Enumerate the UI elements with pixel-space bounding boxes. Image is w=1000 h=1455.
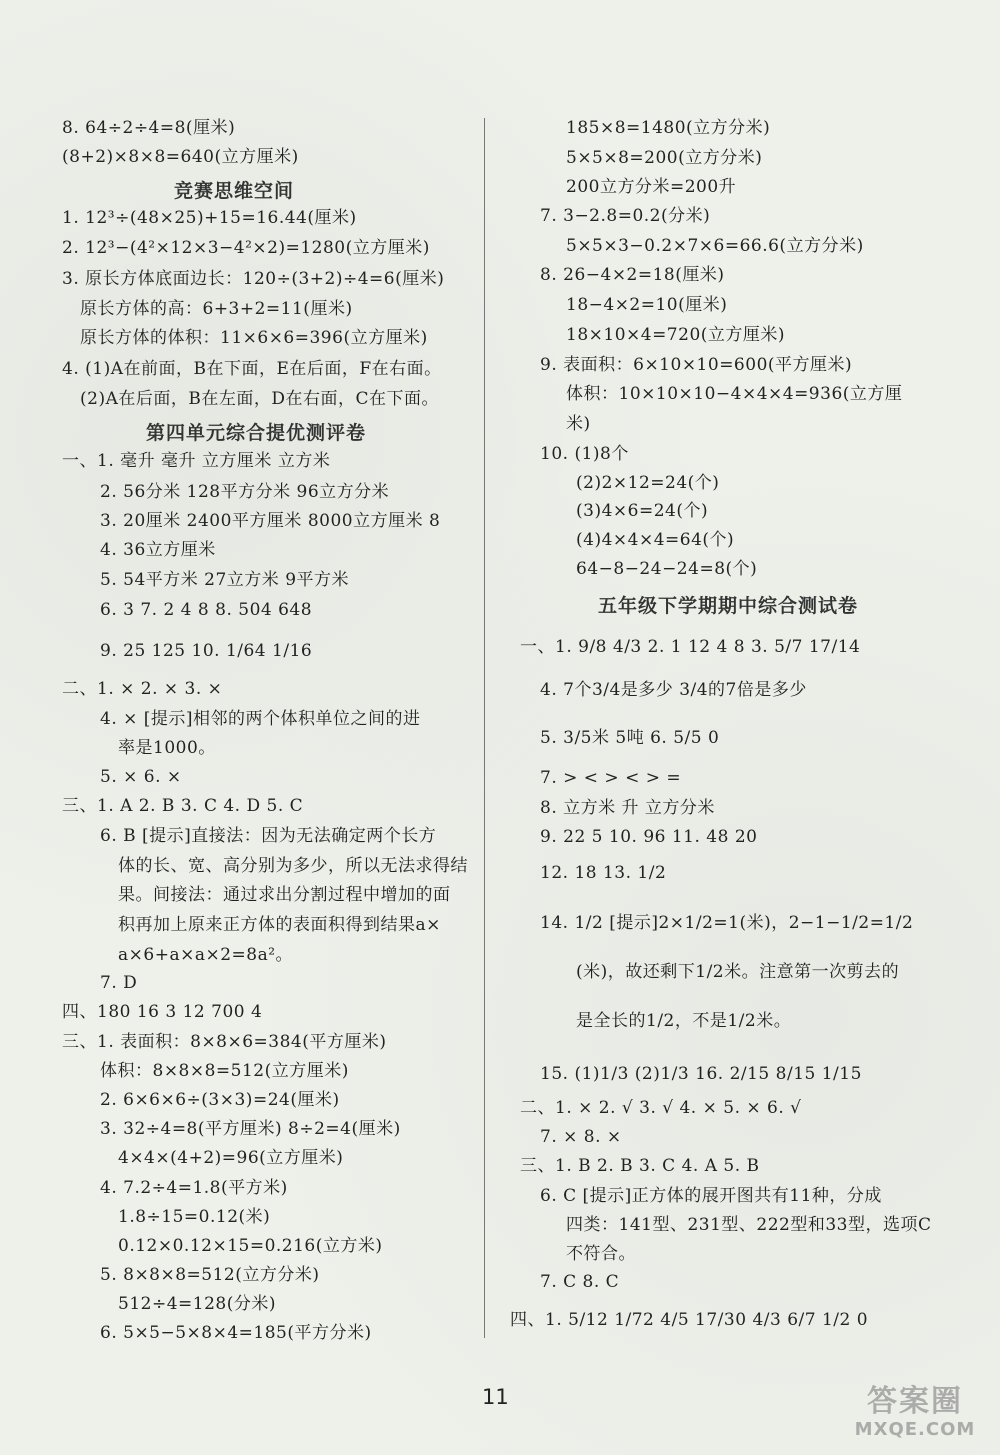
watermark-logo [840, 1385, 990, 1447]
answer-line: 体积：10×10×10−4×4×4=936(立方厘 [566, 384, 903, 404]
answer-line: 5. 54平方米 27立方米 9平方米 [100, 570, 350, 590]
answer-line: 9. 表面积：6×10×10=600(平方厘米) [540, 355, 853, 375]
answer-line: 是全长的1/2，不是1/2米。 [576, 1011, 792, 1031]
answer-line: 2. 56分米 128平方分米 96立方分米 [100, 482, 390, 502]
answer-line: 14. 1/2 [提示]2×1/2=1(米)，2−1−1/2=1/2 [540, 913, 914, 933]
answer-line: 8. 64÷2÷4=8(厘米) [62, 118, 236, 138]
answer-line: 米) [566, 414, 591, 434]
answer-line: 4×4×(4+2)=96(立方厘米) [118, 1148, 344, 1168]
answer-line: 1.8÷15=0.12(米) [118, 1207, 271, 1227]
section-heading: 竞赛思维空间 [174, 180, 295, 202]
answer-line: 10. (1)8个 [540, 444, 629, 464]
answer-line: 7. × 8. × [540, 1127, 622, 1147]
answer-line: 原长方体的高：6+3+2=11(厘米) [80, 299, 353, 319]
answer-line: 512÷4=128(分米) [118, 1294, 276, 1314]
answer-line: 三、1. A 2. B 3. C 4. D 5. C [62, 796, 304, 816]
answer-line: 185×8=1480(立方分米) [566, 118, 771, 138]
answer-line: 不符合。 [566, 1244, 636, 1264]
page-number: 11 [482, 1385, 509, 1409]
answer-line: 4. 36立方厘米 [100, 540, 216, 560]
answer-line: 4. (1)A在前面，B在下面，E在后面，F在右面。 [62, 359, 442, 379]
answer-line: (3)4×6=24(个) [576, 501, 709, 521]
watermark-url: MXQE.COM [854, 1419, 976, 1440]
answer-line: (4)4×4×4=64(个) [576, 530, 735, 550]
answer-line: 四、180 16 3 12 700 4 [62, 1002, 263, 1022]
answer-line: 64−8−24−24=8(个) [576, 559, 758, 579]
answer-line: 6. 3 7. 2 4 8 8. 504 648 [100, 600, 313, 620]
answer-line: 5×5×3−0.2×7×6=66.6(立方分米) [566, 236, 864, 256]
answer-line: 4. 7.2÷4=1.8(平方米) [100, 1178, 288, 1198]
answer-line: a×6+a×a×2=8a²。 [118, 945, 294, 965]
answer-line: 三、1. 表面积：8×8×6=384(平方厘米) [62, 1032, 387, 1052]
answer-line: 8. 26−4×2=18(厘米) [540, 265, 725, 285]
answer-line: 4. 7个3/4是多少 3/4的7倍是多少 [540, 680, 807, 700]
answer-line: 原长方体的体积：11×6×6=396(立方厘米) [80, 328, 428, 348]
answer-line: 5. 8×8×8=512(立方分米) [100, 1265, 320, 1285]
answer-line: 1. 12³÷(48×25)+15=16.44(厘米) [62, 208, 357, 228]
answer-line: (米)，故还剩下1/2米。注意第一次剪去的 [576, 962, 900, 982]
answer-line: (8+2)×8×8=640(立方厘米) [62, 147, 299, 167]
answer-line: 9. 22 5 10. 96 11. 48 20 [540, 827, 758, 847]
answer-line: 二、1. × 2. √ 3. √ 4. × 5. × 6. √ [520, 1098, 802, 1118]
answer-line: 5. × 6. × [100, 767, 182, 787]
answer-line: 6. 5×5−5×8×4=185(平方分米) [100, 1323, 372, 1343]
answer-line: 200立方分米=200升 [566, 177, 737, 197]
answer-line: 6. B [提示]直接法：因为无法确定两个长方 [100, 826, 437, 846]
answer-line: 7. > < > < > = [540, 768, 682, 788]
answer-line: 18−4×2=10(厘米) [566, 295, 728, 315]
answer-line: 8. 立方米 升 立方分米 [540, 798, 715, 818]
answer-line: (2)A在后面，B在左面，D在右面，C在下面。 [80, 389, 439, 409]
answer-line: 一、1. 9/8 4/3 2. 1 12 4 8 3. 5/7 17/14 [520, 637, 861, 657]
answer-line: 2. 6×6×6÷(3×3)=24(厘米) [100, 1090, 340, 1110]
answer-line: 果。间接法：通过求出分割过程中增加的面 [118, 885, 451, 905]
answer-line: 体积：8×8×8=512(立方厘米) [100, 1061, 349, 1081]
answer-line: 9. 25 125 10. 1/64 1/16 [100, 641, 313, 661]
answer-line: 3. 原长方体底面边长：120÷(3+2)÷4=6(厘米) [62, 269, 445, 289]
answer-line: 7. 3−2.8=0.2(分米) [540, 206, 711, 226]
answer-line: 15. (1)1/3 (2)1/3 16. 2/15 8/15 1/15 [540, 1064, 862, 1084]
answer-line: 三、1. B 2. B 3. C 4. A 5. B [520, 1156, 760, 1176]
section-heading: 第四单元综合提优测评卷 [146, 422, 367, 444]
answer-line: 体的长、宽、高分别为多少，所以无法求得结 [118, 856, 468, 876]
answer-line: 6. C [提示]正方体的展开图共有11种，分成 [540, 1186, 882, 1206]
answer-line: 积再加上原来正方体的表面积得到结果a× [118, 915, 441, 935]
answer-line: 2. 12³−(4²×12×3−4²×2)=1280(立方厘米) [62, 238, 430, 258]
answer-line: 4. × [提示]相邻的两个体积单位之间的进 [100, 709, 421, 729]
section-heading: 五年级下学期期中综合测试卷 [598, 595, 859, 617]
answer-line: 0.12×0.12×15=0.216(立方米) [118, 1236, 383, 1256]
answer-line: 5×5×8=200(立方分米) [566, 148, 763, 168]
answer-line: 3. 20厘米 2400平方厘米 8000立方厘米 8 [100, 511, 441, 531]
answer-line: 7. D [100, 973, 138, 993]
answer-line: 二、1. × 2. × 3. × [62, 679, 223, 699]
watermark-title: 答案圈 [867, 1384, 963, 1419]
answer-line: 12. 18 13. 1/2 [540, 863, 667, 883]
answer-line: 四、1. 5/12 1/72 4/5 17/30 4/3 6/7 1/2 0 [510, 1310, 869, 1330]
answer-line: (2)2×12=24(个) [576, 473, 720, 493]
answer-line: 四类：141型、231型、222型和33型，选项C [566, 1215, 932, 1235]
answer-line: 18×10×4=720(立方厘米) [566, 325, 786, 345]
answer-line: 一、1. 毫升 毫升 立方厘米 立方米 [62, 451, 331, 471]
answer-line: 7. C 8. C [540, 1272, 620, 1292]
answer-line: 5. 3/5米 5吨 6. 5/5 0 [540, 728, 720, 748]
answer-line: 3. 32÷4=8(平方厘米) 8÷2=4(厘米) [100, 1119, 401, 1139]
column-divider [484, 118, 485, 1338]
answer-line: 率是1000。 [118, 738, 216, 758]
